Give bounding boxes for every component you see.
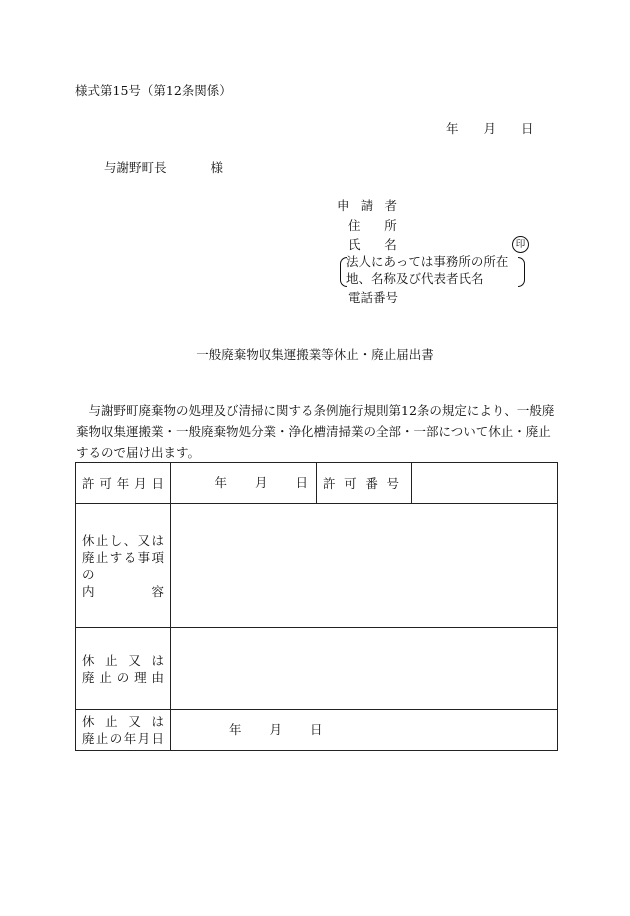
reason-value[interactable] [171,628,558,710]
addressee-honorific: 様 [210,160,224,175]
seal-icon: 印 [512,236,529,253]
header-date [446,121,534,138]
permit-date-label: 許可年月日 [76,463,171,504]
phone-label: 電話番号 [348,290,399,305]
permit-number-label: 許可番号 [317,463,412,504]
body-text: 与謝野町廃棄物の処理及び清掃に関する条例施行規則第12条の規定により、一般廃棄物収集運搬業・一般廃棄物処分業・浄化槽清掃業の全部・一部について休止・廃止するので届け出ます。 [76,403,555,460]
address-label: 住所 [348,218,421,233]
table-row-permit [76,463,558,504]
table-row-reason [76,628,558,710]
right-paren-icon [518,257,525,287]
stop-date-label: 休止又は 廃止の年月日 [76,710,171,751]
form-table [75,462,558,751]
stop-date-value[interactable]: 年 月 日 [171,710,558,751]
content-value[interactable] [171,504,558,628]
permit-date-value[interactable]: 年 月 日 [171,463,317,504]
addressee-name: 与謝野町長 [104,160,167,175]
header-date-day: 日 [521,121,534,136]
reason-label: 休止又は 廃止の理由 [76,628,171,710]
name-label: 氏名 [348,237,421,252]
header-date-month: 月 [483,121,497,136]
corporate-note-line1: 法人にあっては事務所の所在 [346,254,509,269]
form-number: 様式第15号（第12条関係） [75,83,232,98]
permit-number-value[interactable] [412,463,558,504]
addressee [104,160,223,177]
table-row-content [76,504,558,628]
header-date-year: 年 [446,121,459,136]
table-row-stop-date [76,710,558,751]
applicant-title: 申請者 [337,198,409,213]
corporate-note-line2: 地、名称及び代表者氏名 [346,271,484,286]
content-label: 休止し、又は 廃止する事項の 内 容 [76,504,171,628]
document-title: 一般廃棄物収集運搬業等休止・廃止届出書 [196,347,434,362]
